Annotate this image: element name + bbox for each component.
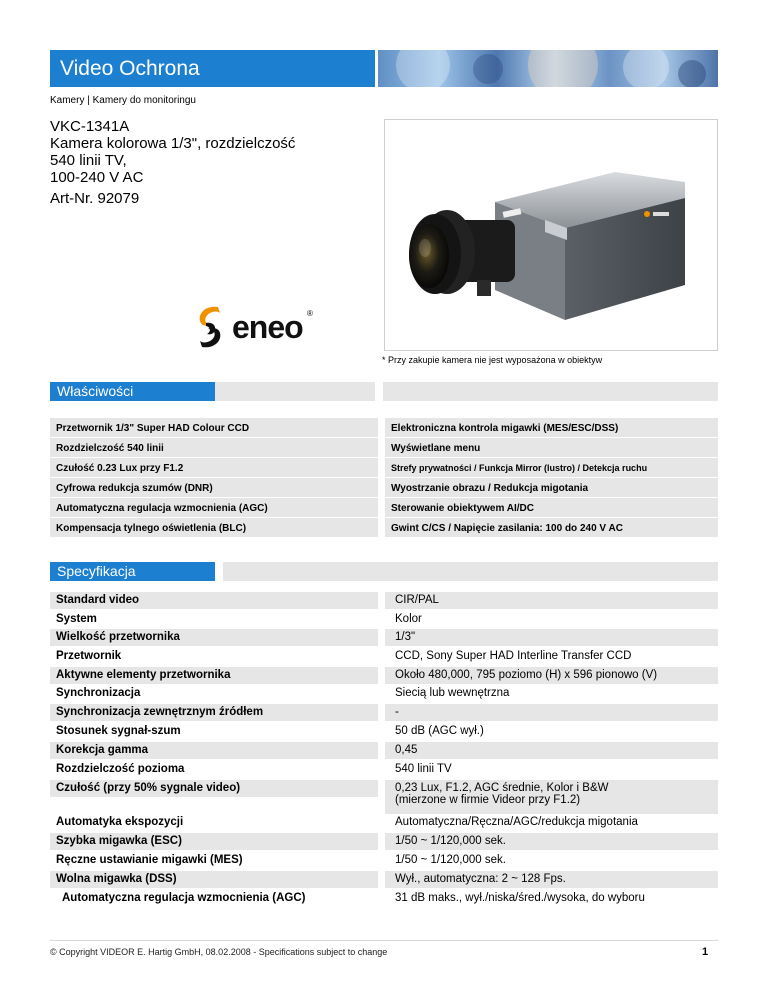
camera-image (385, 120, 717, 350)
features-section-header (50, 382, 718, 401)
specs-title: Specyfikacja (50, 562, 215, 581)
spec-label: Korekcja gamma (50, 742, 378, 759)
feature-right-6: Gwint C/CS / Napięcie zasilania: 100 do 240 V AC (385, 518, 718, 537)
spec-label: Stosunek sygnał-szum (56, 725, 181, 737)
spec-value: Kolor (395, 613, 422, 625)
spec-label: Ręczne ustawianie migawki (MES) (56, 854, 243, 866)
spec-value: Wył., automatyczna: 2 ~ 128 Fps. (385, 871, 718, 888)
spec-value-multiline (385, 780, 718, 814)
feature-left-3: Czułość 0.23 Lux przy F1.2 (50, 458, 378, 477)
page-title: Video Ochrona (60, 57, 200, 80)
feature-right-1: Elektroniczna kontrola migawki (MES/ESC/DSS) (385, 418, 718, 437)
spec-label: Wolna migawka (DSS) (50, 871, 378, 888)
spec-label: Przetwornik (56, 650, 122, 662)
footer-copyright: © Copyright VIDEOR E. Hartig GmbH, 08.02.2008 - Specifications subject to change (50, 947, 388, 957)
spec-value: 0,23 Lux, F1.2, AGC średnie, Kolor i B&W (395, 782, 609, 794)
features-title: Właściwości (50, 382, 215, 401)
registered-mark: ® (307, 309, 313, 318)
spec-value-line-2: (mierzone w firmie Videor przy F1.2) (395, 794, 581, 806)
spec-value: - (385, 704, 718, 721)
spec-value: CIR/PAL (385, 592, 718, 609)
spec-label: Szybka migawka (ESC) (50, 833, 378, 850)
spec-label: Synchronizacja (56, 687, 141, 699)
spec-label: Automatyka ekspozycji (56, 816, 184, 828)
spec-label: System (56, 613, 97, 625)
product-info (50, 118, 350, 207)
feature-right-4: Wyostrzanie obrazu / Redukcja migotania (385, 478, 718, 497)
eneo-logo (192, 303, 322, 353)
product-description-line-3: 100-240 V AC (50, 169, 144, 186)
spec-label: Automatyczna regulacja wzmocnienia (AGC) (62, 892, 306, 904)
header-banner-image (378, 50, 718, 87)
feature-right-2: Wyświetlane menu (385, 438, 718, 457)
spec-value: 1/50 ~ 1/120,000 sek. (385, 833, 718, 850)
feature-right-5: Sterowanie obiektywem AI/DC (385, 498, 718, 517)
spec-value: 540 linii TV (395, 763, 452, 775)
spec-label: Aktywne elementy przetwornika (50, 667, 378, 684)
breadcrumb: Kamery | Kamery do monitoringu (50, 95, 196, 106)
feature-left-4: Cyfrowa redukcja szumów (DNR) (50, 478, 378, 497)
product-description-line-2: 540 linii TV, (50, 152, 127, 169)
spec-label: Wielkość przetwornika (50, 629, 378, 646)
spec-label: Synchronizacja zewnętrznym źródłem (50, 704, 378, 721)
header-bar (50, 50, 375, 87)
eneo-swirl-icon (192, 303, 228, 351)
spec-value: 0,45 (385, 742, 718, 759)
feature-left-1: Przetwornik 1/3" Super HAD Colour CCD (50, 418, 378, 437)
spec-value: CCD, Sony Super HAD Interline Transfer CCD (395, 650, 632, 662)
photo-note: * Przy zakupie kamera nie jest wyposażona w obiektyw (382, 355, 603, 365)
footer-divider (50, 940, 718, 941)
page-number: 1 (702, 946, 709, 958)
spec-value: Około 480,000, 795 poziomo (H) x 596 pionowo (V) (385, 667, 718, 684)
spec-value: 1/3" (385, 629, 718, 646)
spec-value: 50 dB (AGC wył.) (395, 725, 484, 737)
eneo-wordmark: eneo (232, 309, 303, 345)
spec-value: Siecią lub wewnętrzna (395, 687, 510, 699)
spec-label: Rozdzielczość pozioma (56, 763, 185, 775)
product-article-number: Art-Nr. 92079 (50, 190, 140, 207)
feature-left-2: Rozdzielczość 540 linii (50, 438, 378, 457)
product-description-line-1: Kamera kolorowa 1/3", rozdzielczość (50, 135, 296, 152)
spec-label: Czułość (przy 50% sygnale video) (50, 780, 378, 797)
feature-left-5: Automatyczna regulacja wzmocnienia (AGC) (50, 498, 378, 517)
spec-value: 31 dB maks., wył./niska/śred./wysoka, do wyboru (395, 892, 645, 904)
feature-left-6: Kompensacja tylnego oświetlenia (BLC) (50, 518, 378, 537)
feature-right-3: Strefy prywatności / Funkcja Mirror (lustro) / Detekcja ruchu (385, 458, 718, 477)
spec-value: Automatyczna/Ręczna/AGC/redukcja migotania (395, 816, 638, 828)
spec-label: Standard video (50, 592, 378, 609)
specs-section-header (50, 562, 718, 581)
spec-value: 1/50 ~ 1/120,000 sek. (395, 854, 506, 866)
product-photo (384, 119, 718, 351)
product-model: VKC-1341A (50, 118, 130, 135)
